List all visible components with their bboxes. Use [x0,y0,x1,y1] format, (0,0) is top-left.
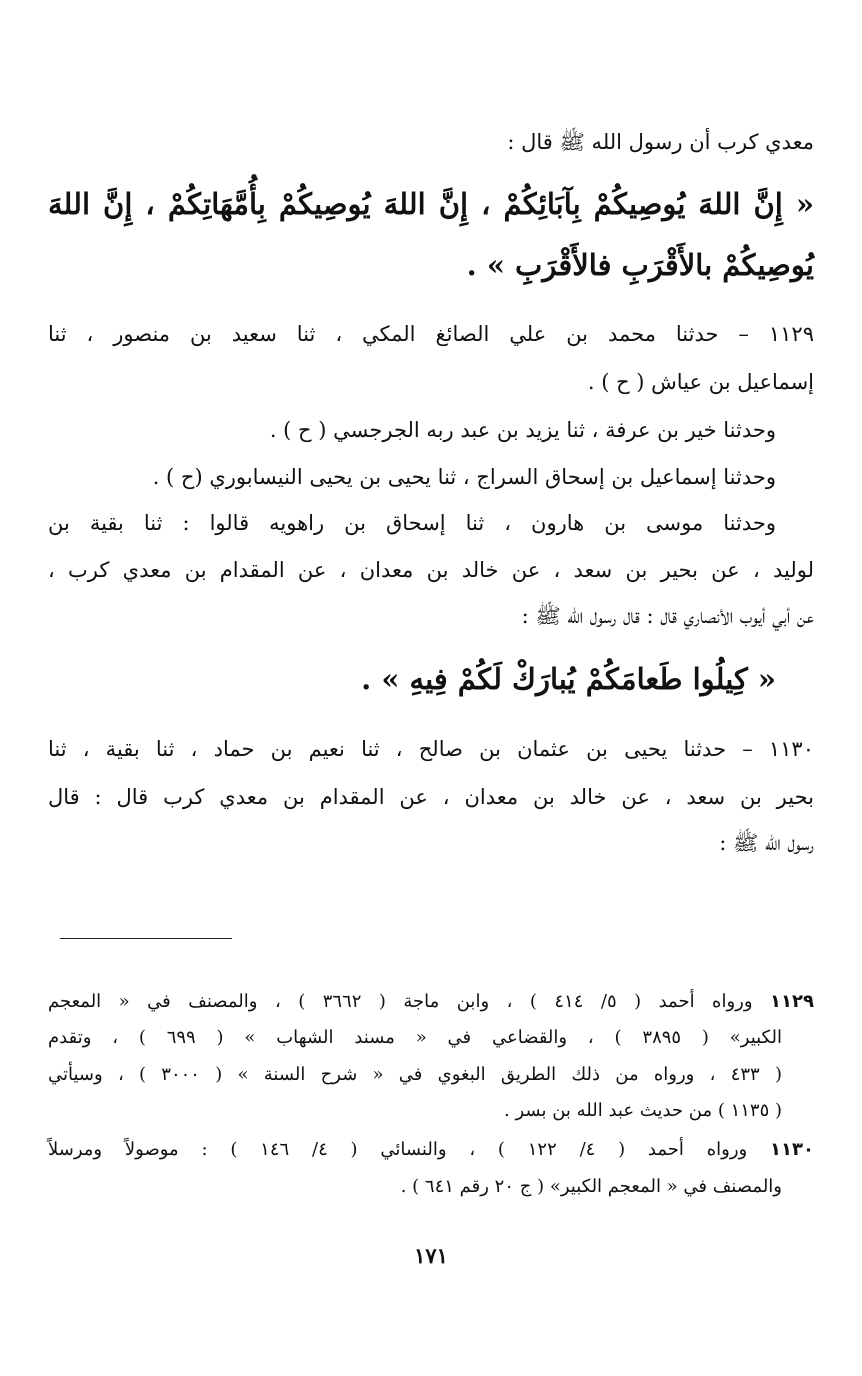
hadith-text: يُوصِيكُمْ بالأَقْرَبِ فالأَقْرَبِ » . [466,248,814,282]
footnote-text: ورواه أحمد ( ٥/ ٤١٤ ) ، وابن ماجة ( ٣٦٦٢ ) ، والمصنف في « المعجم [48,991,753,1012]
text-line: لوليد ، عن بحير بن سعد ، عن خالد بن معدان ، عن المقدام بن معدي كرب ، [48,558,814,582]
hadith-1129-isnad: ١١٢٩ – حدثنا محمد بن علي الصائغ المكي ، ثنا سعيد بن منصور ، ثنا [48,322,814,346]
hadith-1130-isnad: ١١٣٠ – حدثنا يحيى بن عثمان بن صالح ، ثنا نعيم بن حماد ، ثنا بقية ، ثنا [48,737,814,761]
text-line: معدي كرب أن رسول الله ﷺ قال : [507,130,814,154]
footnote-1129 [48,991,814,1013]
footnote-number: ١١٣٠ [770,1139,814,1160]
footnote-number: ١١٢٩ [770,991,814,1012]
hadith-text: « كِيلُوا طَعامَكُمْ يُبارَكْ لَكُمْ فِيهِ » . [361,662,776,696]
text-line: بحير بن سعد ، عن خالد بن معدان ، عن المقدام بن معدي كرب قال : قال [48,785,814,809]
page-number: ١٧١ [414,1243,448,1268]
footnote-text: والمصنف في « المعجم الكبير» ( ج ٢٠ رقم ٦٤١ ) . [400,1176,782,1197]
footnote-text: ( ٤٣٣ ، ورواه من ذلك الطريق البغوي في « شرح السنة » ( ٣٠٠٠ ) ، وسيأتي [48,1064,782,1085]
text-line: وحدثنا خير بن عرفة ، ثنا يزيد بن عبد ربه الجرجسي ( ح ) . [269,418,776,442]
footnote-text: ورواه أحمد ( ٤/ ١٢٢ ) ، والنسائي ( ٤/ ١٤٦ ) : موصولاً ومرسلاً [48,1139,748,1160]
footnote-separator [60,938,232,939]
footnote-text: ( ١١٣٥ ) من حديث عبد الله بن بسر . [504,1100,782,1121]
text-line: إسماعيل بن عياش ( ح ) . [587,370,814,394]
footnote-text: الكبير» ( ٣٨٩٥ ) ، والقضاعي في « مسند الشهاب » ( ٦٩٩ ) ، وتقدم [48,1027,782,1048]
text-line: وحدثنا موسى بن هارون ، ثنا إسحاق بن راهويه قالوا : ثنا بقية بن [48,511,776,535]
text-line: عن أبي أيوب الأنصاري قال : قال رسول الله ﷺ : [521,604,814,628]
text-line: وحدثنا إسماعيل بن إسحاق السراج ، ثنا يحيى بن يحيى النيسابوري (ح ) . [152,465,776,489]
hadith-text: « إِنَّ اللهَ يُوصِيكُمْ بِآبَائِكُمْ ، إِنَّ اللهَ يُوصِيكُمْ بِأُمَّهَاتِكُمْ ، إِنَّ اللهَ [48,187,814,221]
text-line: رسول الله ﷺ : [719,831,814,855]
footnote-1130 [48,1139,814,1161]
